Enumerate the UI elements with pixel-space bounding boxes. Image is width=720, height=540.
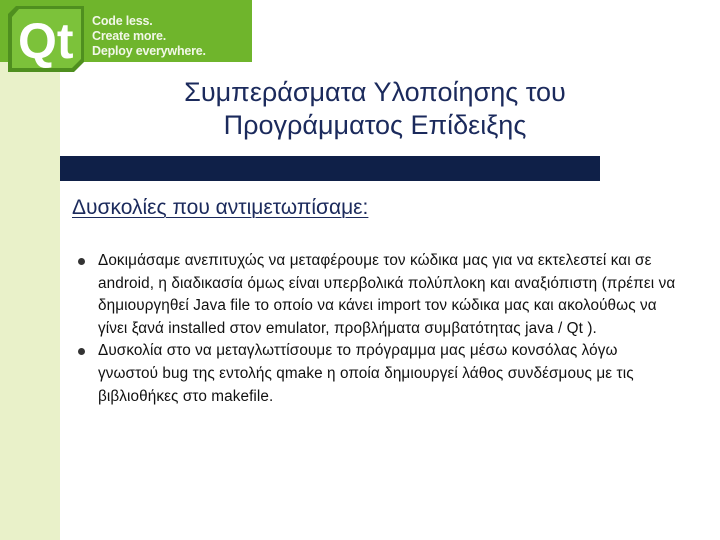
qt-logo-icon bbox=[6, 2, 88, 72]
bullet-item bbox=[78, 340, 678, 408]
slide-title-line: Συμπεράσματα Υλοποίησης του bbox=[184, 77, 566, 107]
left-decorative-strip bbox=[0, 0, 60, 540]
slide-title-line: Προγράμματος Επίδειξης bbox=[223, 110, 527, 140]
tagline-line: Deploy everywhere. bbox=[92, 44, 206, 58]
qt-logo-letters: Qt bbox=[18, 13, 74, 69]
bullet-dot-icon bbox=[78, 348, 85, 355]
tagline-line: Create more. bbox=[92, 29, 167, 43]
qt-logo-banner bbox=[0, 0, 252, 69]
bullet-list bbox=[78, 250, 678, 408]
qt-tagline bbox=[92, 14, 206, 59]
slide-subtitle: Δυσκολίες που αντιμετωπίσαμε: bbox=[72, 196, 369, 219]
bullet-text: Δυσκολία στο να μεταγλωττίσουμε το πρόγραμμα μας μέσω κονσόλας λόγω γνωστού bug της εντολής qmake η οποία δημιουργεί λάθος συνδέσμους με τις βιβλιοθήκες στο makefile. bbox=[98, 342, 634, 405]
bullet-item bbox=[78, 250, 678, 340]
slide-title bbox=[70, 76, 680, 142]
bullet-text: Δοκιμάσαμε ανεπιτυχώς να μεταφέρουμε τον κώδικα μας για να εκτελεστεί και σε android, η διαδικασία όμως είναι υπερβολικά πολύπλοκη και αναξιόπιστη (πρέπει να δημιουργηθεί Java file το οποίο να κάνει import τον κώδικα μας και ακολούθως να γίνει ξανά installed στον emulator, προβλήματα συμβατότητας java / Qt ). bbox=[98, 252, 676, 337]
title-underline-bar bbox=[60, 156, 600, 181]
bullet-dot-icon bbox=[78, 258, 85, 265]
tagline-line: Code less. bbox=[92, 14, 153, 28]
